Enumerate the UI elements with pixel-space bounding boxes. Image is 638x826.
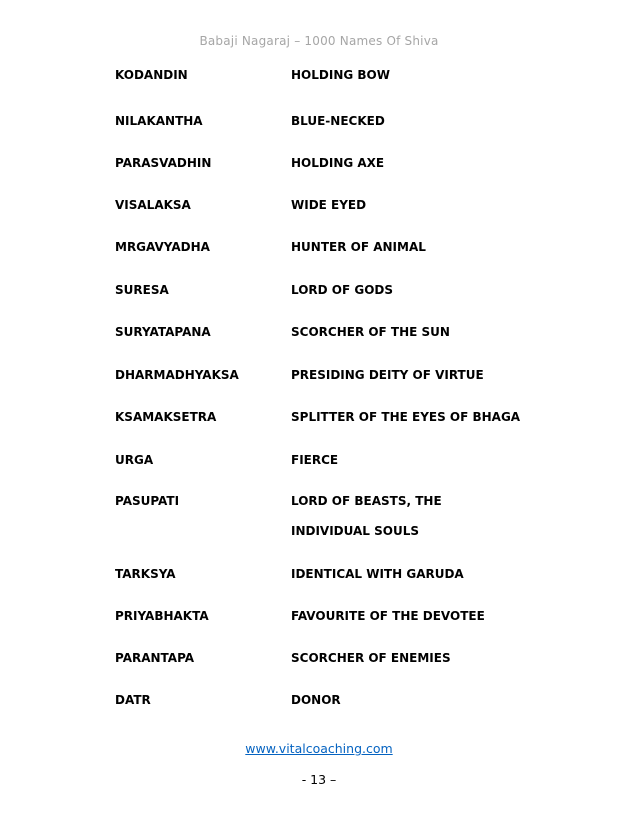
website-link[interactable]: www.vitalcoaching.com [245, 741, 393, 756]
list-item [0, 368, 638, 388]
shiva-name: PARANTAPA [115, 651, 195, 665]
list-item [0, 240, 638, 260]
list-item [0, 567, 638, 587]
list-item [0, 494, 638, 544]
shiva-name: DHARMADHYAKSA [115, 368, 239, 382]
shiva-name: PRIYABHAKTA [115, 609, 209, 623]
list-item [0, 283, 638, 303]
shiva-name: KSAMAKSETRA [115, 410, 217, 424]
page-number: - 13 – [301, 772, 337, 787]
shiva-name: PARASVADHIN [115, 156, 212, 170]
name-meaning: DONOR [291, 693, 341, 707]
list-item [0, 410, 638, 430]
footer [0, 741, 638, 756]
name-meaning: HOLDING BOW [291, 68, 390, 82]
name-meaning-continued: INDIVIDUAL SOULS [291, 524, 420, 538]
name-meaning: SCORCHER OF ENEMIES [291, 651, 451, 665]
shiva-name: SURYATAPANA [115, 325, 211, 339]
shiva-name: URGA [115, 453, 154, 467]
list-item [0, 68, 638, 88]
list-item [0, 651, 638, 671]
list-item [0, 693, 638, 713]
list-item [0, 453, 638, 473]
shiva-name: KODANDIN [115, 68, 188, 82]
name-meaning: SPLITTER OF THE EYES OF BHAGA [291, 410, 521, 424]
shiva-name: VISALAKSA [115, 198, 191, 212]
name-meaning: HUNTER OF ANIMAL [291, 240, 426, 254]
name-meaning: FAVOURITE OF THE DEVOTEE [291, 609, 485, 623]
name-meaning: FIERCE [291, 453, 339, 467]
name-meaning: PRESIDING DEITY OF VIRTUE [291, 368, 484, 382]
name-meaning: IDENTICAL WITH GARUDA [291, 567, 464, 581]
name-meaning: BLUE-NECKED [291, 114, 385, 128]
list-item [0, 198, 638, 218]
name-meaning: WIDE EYED [291, 198, 367, 212]
name-meaning: LORD OF BEASTS, THE [291, 494, 442, 508]
name-meaning: SCORCHER OF THE SUN [291, 325, 450, 339]
list-item [0, 609, 638, 629]
page-header: Babaji Nagaraj – 1000 Names Of Shiva [199, 34, 439, 48]
name-meaning: HOLDING AXE [291, 156, 385, 170]
list-item [0, 156, 638, 176]
shiva-name: DATR [115, 693, 151, 707]
shiva-name: TARKSYA [115, 567, 176, 581]
list-item [0, 325, 638, 345]
list-item [0, 114, 638, 134]
name-meaning: LORD OF GODS [291, 283, 394, 297]
shiva-name: MRGAVYADHA [115, 240, 210, 254]
shiva-name: PASUPATI [115, 494, 180, 508]
shiva-name: SURESA [115, 283, 169, 297]
shiva-name: NILAKANTHA [115, 114, 203, 128]
